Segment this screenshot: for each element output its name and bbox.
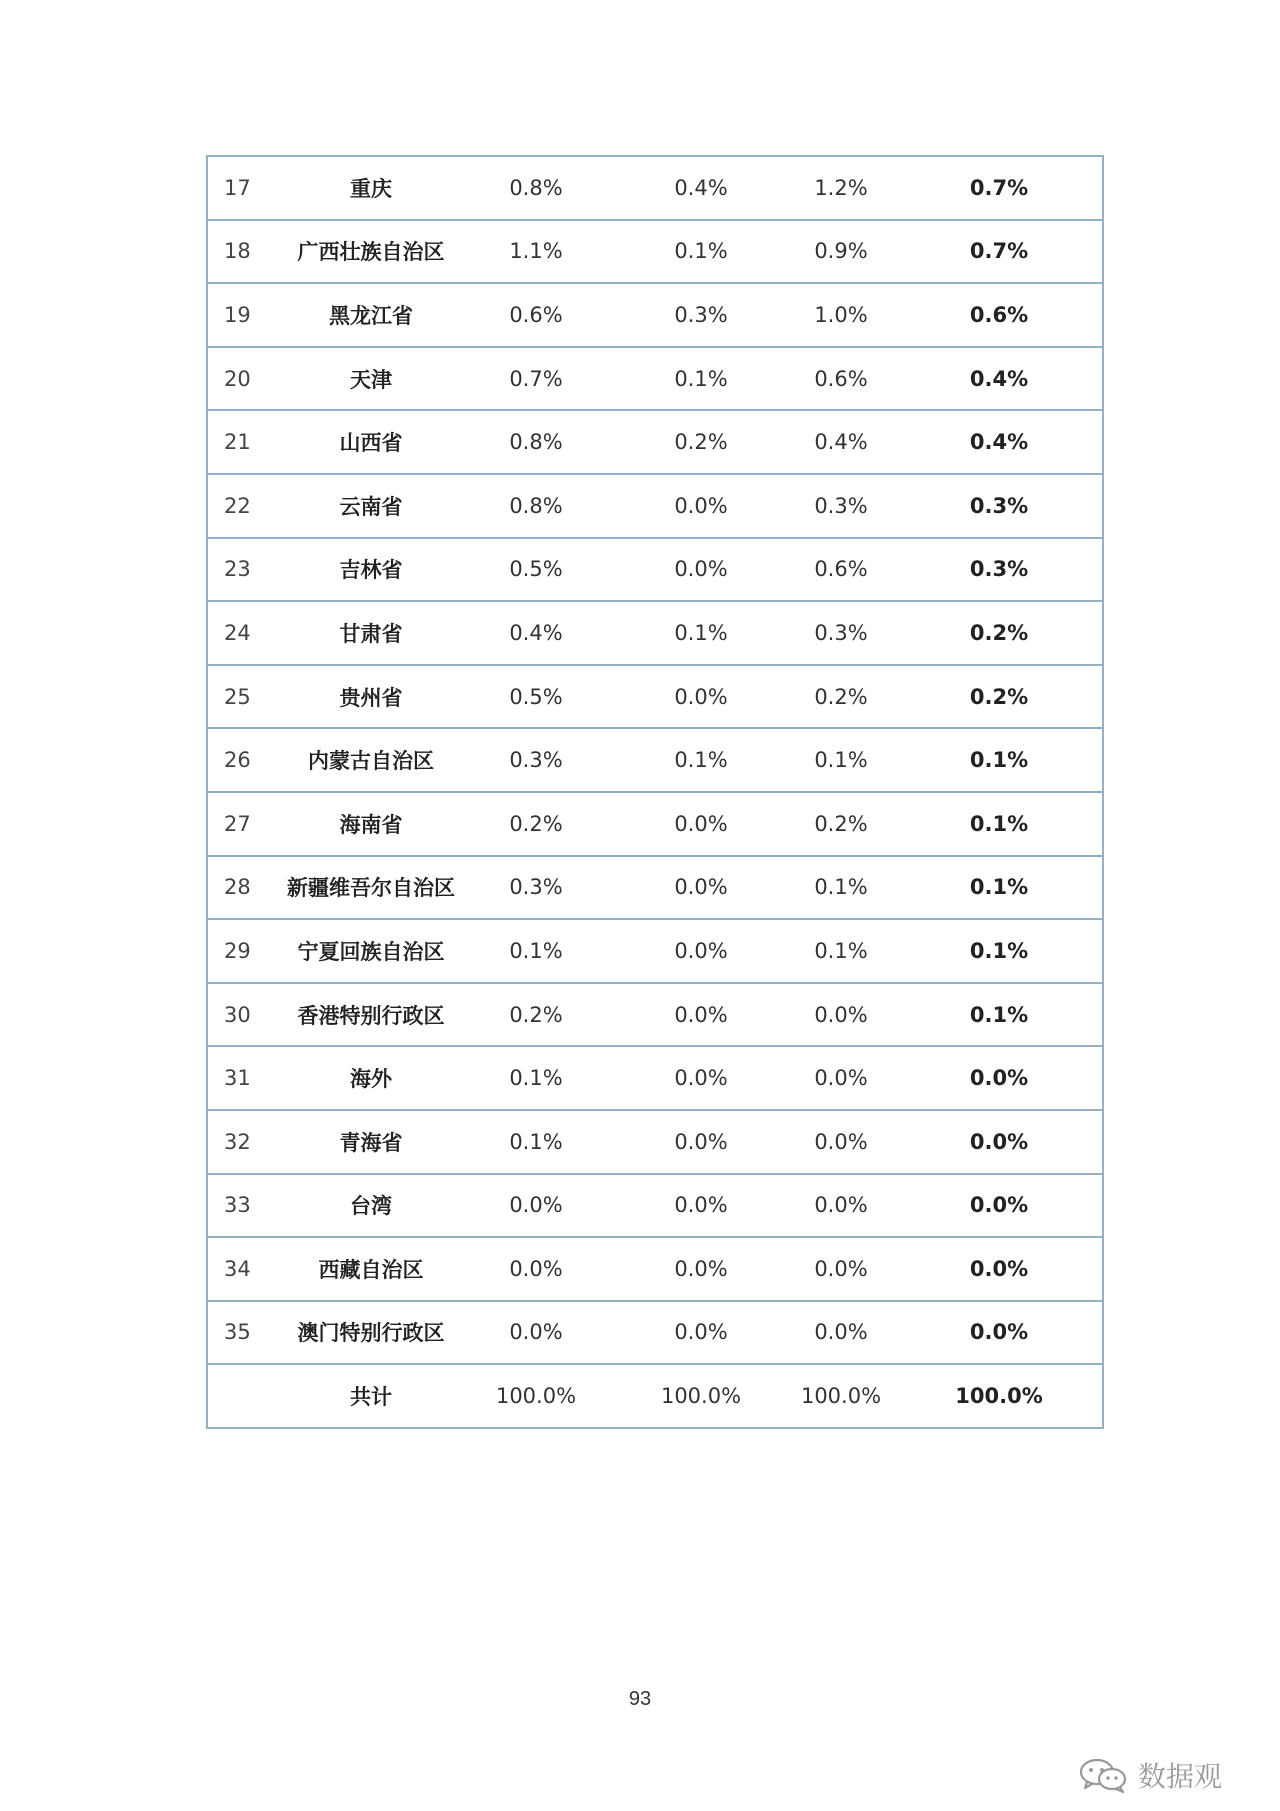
cell-v2: 0.0% <box>616 919 786 983</box>
cell-name: 吉林省 <box>286 538 456 602</box>
total-row <box>208 1364 1102 1427</box>
table-row <box>208 601 1102 665</box>
cell-v3: 1.2% <box>786 157 896 220</box>
cell-rank <box>208 1364 286 1427</box>
cell-v4: 0.4% <box>896 410 1102 474</box>
cell-v4: 0.3% <box>896 538 1102 602</box>
cell-v4: 0.2% <box>896 601 1102 665</box>
cell-v1: 0.5% <box>456 665 616 729</box>
cell-v4: 0.0% <box>896 1110 1102 1174</box>
cell-v4: 100.0% <box>955 1384 1043 1409</box>
cell-v1: 0.8% <box>456 410 616 474</box>
cell-v3: 0.0% <box>786 1046 896 1110</box>
table-row <box>208 410 1102 474</box>
cell-v1: 0.1% <box>456 1046 616 1110</box>
cell-rank: 32 <box>208 1110 286 1174</box>
cell-rank: 18 <box>208 220 286 284</box>
cell-v4: 0.0% <box>896 1046 1102 1110</box>
cell-rank: 27 <box>208 792 286 856</box>
table-row <box>208 157 1102 220</box>
table-row <box>208 1110 1102 1174</box>
table-row <box>208 1237 1102 1301</box>
cell-v2: 0.0% <box>616 1174 786 1238</box>
cell-name: 青海省 <box>286 1110 456 1174</box>
cell-rank: 20 <box>208 347 286 411</box>
table-row <box>208 919 1102 983</box>
cell-rank: 21 <box>208 410 286 474</box>
cell-v4: 0.6% <box>896 283 1102 347</box>
page-number: 93 <box>628 1688 652 1710</box>
cell-v2: 0.3% <box>616 283 786 347</box>
cell-name: 黑龙江省 <box>286 283 456 347</box>
cell-name: 台湾 <box>286 1174 456 1238</box>
cell-v2: 0.0% <box>616 856 786 920</box>
data-table <box>206 155 1104 1429</box>
cell-v2: 100.0% <box>660 1384 742 1409</box>
table-row <box>208 665 1102 729</box>
cell-name: 重庆 <box>286 157 456 220</box>
cell-v3: 0.1% <box>786 856 896 920</box>
cell-v1: 0.3% <box>456 856 616 920</box>
watermark-text: 数据观 <box>1138 1760 1223 1793</box>
cell-v2: 0.0% <box>616 665 786 729</box>
cell-v1: 0.0% <box>456 1174 616 1238</box>
cell-v3: 0.2% <box>786 792 896 856</box>
cell-name: 宁夏回族自治区 <box>286 919 456 983</box>
table-row <box>208 1174 1102 1238</box>
cell-v3: 0.2% <box>786 665 896 729</box>
cell-v2: 0.0% <box>616 474 786 538</box>
cell-v1: 1.1% <box>456 220 616 284</box>
cell-v4: 0.4% <box>896 347 1102 411</box>
cell-v3: 0.0% <box>786 1237 896 1301</box>
cell-v4: 0.1% <box>896 919 1102 983</box>
cell-v3: 1.0% <box>786 283 896 347</box>
cell-v1: 0.1% <box>456 1110 616 1174</box>
cell-rank: 25 <box>208 665 286 729</box>
cell-v2: 0.0% <box>616 1301 786 1365</box>
cell-name: 澳门特别行政区 <box>286 1301 456 1365</box>
cell-v2: 0.1% <box>616 728 786 792</box>
cell-v2: 0.1% <box>616 220 786 284</box>
cell-v3: 0.0% <box>786 1174 896 1238</box>
table-row <box>208 474 1102 538</box>
cell-rank: 24 <box>208 601 286 665</box>
cell-v2: 0.4% <box>616 157 786 220</box>
cell-v4: 0.1% <box>896 856 1102 920</box>
cell-rank: 30 <box>208 983 286 1047</box>
cell-v1: 0.8% <box>456 157 616 220</box>
cell-v2: 0.0% <box>616 792 786 856</box>
cell-v2: 0.1% <box>616 347 786 411</box>
cell-rank: 28 <box>208 856 286 920</box>
cell-v3: 100.0% <box>800 1384 882 1409</box>
cell-v4: 0.0% <box>896 1237 1102 1301</box>
table-row <box>208 728 1102 792</box>
cell-name: 海南省 <box>286 792 456 856</box>
table-row <box>208 283 1102 347</box>
cell-v2: 0.0% <box>616 983 786 1047</box>
cell-v3: 0.9% <box>786 220 896 284</box>
cell-v1: 0.2% <box>456 983 616 1047</box>
cell-rank: 35 <box>208 1301 286 1365</box>
cell-name: 广西壮族自治区 <box>286 220 456 284</box>
table-row <box>208 983 1102 1047</box>
cell-v2: 0.0% <box>616 1046 786 1110</box>
cell-v4: 0.3% <box>896 474 1102 538</box>
table-row <box>208 1301 1102 1365</box>
cell-v1: 0.3% <box>456 728 616 792</box>
cell-rank: 23 <box>208 538 286 602</box>
cell-rank: 29 <box>208 919 286 983</box>
table-body <box>208 157 1102 1427</box>
cell-v3: 0.0% <box>786 983 896 1047</box>
cell-v2: 0.1% <box>616 601 786 665</box>
cell-v2: 0.2% <box>616 410 786 474</box>
cell-v1: 0.0% <box>456 1237 616 1301</box>
cell-v4: 0.1% <box>896 728 1102 792</box>
cell-v1: 0.8% <box>456 474 616 538</box>
cell-v1: 0.5% <box>456 538 616 602</box>
cell-rank: 17 <box>208 157 286 220</box>
cell-v1: 100.0% <box>495 1384 577 1409</box>
cell-v3: 0.1% <box>786 728 896 792</box>
cell-rank: 26 <box>208 728 286 792</box>
cell-name: 西藏自治区 <box>286 1237 456 1301</box>
cell-v3: 0.3% <box>786 474 896 538</box>
table-row <box>208 792 1102 856</box>
cell-name: 内蒙古自治区 <box>286 728 456 792</box>
cell-v1: 0.2% <box>456 792 616 856</box>
cell-name: 新疆维吾尔自治区 <box>286 856 456 920</box>
cell-name: 山西省 <box>286 410 456 474</box>
cell-rank: 19 <box>208 283 286 347</box>
cell-v3: 0.6% <box>786 538 896 602</box>
cell-v3: 0.0% <box>786 1110 896 1174</box>
table-row <box>208 1046 1102 1110</box>
cell-v3: 0.1% <box>786 919 896 983</box>
cell-v1: 0.6% <box>456 283 616 347</box>
cell-rank: 33 <box>208 1174 286 1238</box>
cell-v3: 0.4% <box>786 410 896 474</box>
cell-v1: 0.0% <box>456 1301 616 1365</box>
cell-v4: 0.0% <box>896 1174 1102 1238</box>
cell-v3: 0.6% <box>786 347 896 411</box>
table-row <box>208 220 1102 284</box>
cell-v3: 0.0% <box>786 1301 896 1365</box>
cell-name: 云南省 <box>286 474 456 538</box>
cell-name: 海外 <box>286 1046 456 1110</box>
cell-name: 天津 <box>286 347 456 411</box>
cell-v3: 0.3% <box>786 601 896 665</box>
cell-v4: 0.1% <box>896 983 1102 1047</box>
table-row <box>208 347 1102 411</box>
cell-rank: 31 <box>208 1046 286 1110</box>
cell-v2: 0.0% <box>616 1110 786 1174</box>
cell-v4: 0.1% <box>896 792 1102 856</box>
table-row <box>208 856 1102 920</box>
cell-v1: 0.4% <box>456 601 616 665</box>
cell-rank: 22 <box>208 474 286 538</box>
cell-name: 甘肃省 <box>286 601 456 665</box>
cell-v4: 0.7% <box>896 220 1102 284</box>
cell-v4: 0.0% <box>896 1301 1102 1365</box>
wechat-icon <box>1078 1757 1128 1793</box>
watermark <box>1078 1755 1222 1795</box>
cell-v2: 0.0% <box>616 1237 786 1301</box>
cell-v1: 0.1% <box>456 919 616 983</box>
cell-v2: 0.0% <box>616 538 786 602</box>
cell-v1: 0.7% <box>456 347 616 411</box>
cell-v4: 0.7% <box>896 157 1102 220</box>
cell-rank: 34 <box>208 1237 286 1301</box>
table-row <box>208 538 1102 602</box>
cell-v4: 0.2% <box>896 665 1102 729</box>
cell-name: 贵州省 <box>286 665 456 729</box>
cell-name: 香港特别行政区 <box>286 983 456 1047</box>
cell-name: 共计 <box>350 1385 392 1410</box>
